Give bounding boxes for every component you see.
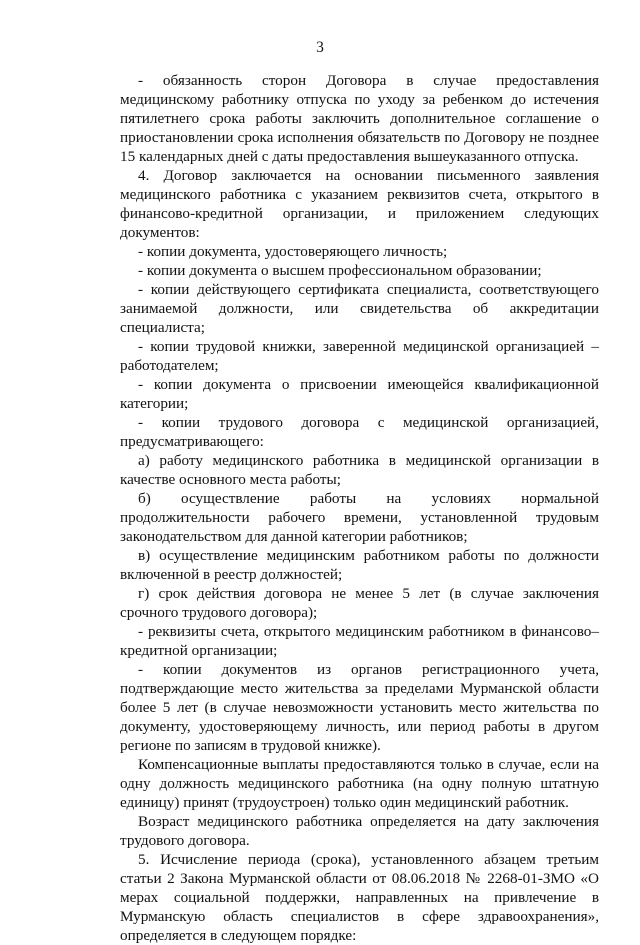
list-item-qualification: - копии документа о присвоении имеющейся квалификационной категории; [120, 376, 599, 412]
subitem-g: г) срок действия договора не менее 5 лет (в случае заключения срочного трудового договора); [120, 585, 599, 621]
list-item-identity-doc: - копии документа, удостоверяющего личность; [138, 243, 448, 260]
paragraph-age: Возраст медицинского работника определяется на дату заключения трудового договора. [120, 813, 599, 849]
list-item-account-details: - реквизиты счета, открытого медицинским работником в финансово–кредитной организации; [120, 623, 599, 659]
list-item-registration-docs: - копии документов из органов регистрационного учета, подтверждающие место жительства за пределами Мурманской области более 5 лет (в случае невозможности установить место жительства по документу, удостоверяющему личность, или период работы в другом регионе по записям в трудовой книжке). [120, 661, 599, 754]
subitem-v: в) осуществление медицинским работником работы по должности включенной в реестр должностей; [120, 547, 599, 583]
paragraph-obligation-leave: - обязанность сторон Договора в случае предоставления медицинскому работнику отпуска по уходу за ребенком до истечения пятилетнего срока работы заключить дополнительное соглашение о приостановлении срока исполнения обязательств по Договору не позднее 15 календарных дней с даты предоставления вышеуказанного отпуска. [120, 72, 599, 165]
list-item-education-doc: - копии документа о высшем профессиональном образовании; [138, 262, 542, 279]
list-item-labor-contract: - копии трудового договора с медицинской организацией, предусматривающего: [120, 414, 599, 450]
paragraph-compensation: Компенсационные выплаты предоставляются только в случае, если на одну должность медицинского работника (на одну полную штатную единицу) принят (трудоустроен) только один медицинский работник. [120, 756, 599, 811]
subitem-b: б) осуществление работы на условиях нормальной продолжительности рабочего времени, установленной трудовым законодательством для данной категории работников; [120, 490, 599, 545]
list-item-work-book: - копии трудовой книжки, заверенной медицинской организацией – работодателем; [120, 338, 599, 374]
paragraph-clause-5: 5. Исчисление периода (срока), установленного абзацем третьим статьи 2 Закона Мурманской области от 08.06.2018 № 2268-01-ЗМО «О мерах социальной поддержки, направленных на привлечение в Мурманскую область специалистов в сфере здравоохранения», определяется в следующем порядке: [120, 851, 599, 944]
subitem-a: а) работу медицинского работника в медицинской организации в качестве основного места работы; [120, 452, 599, 488]
paragraph-clause-4: 4. Договор заключается на основании письменного заявления медицинского работника с указанием реквизитов счета, открытого в финансово-кредитной организации, и приложением следующих документов: [120, 167, 599, 241]
document-body [120, 71, 599, 945]
list-item-certificate: - копии действующего сертификата специалиста, соответствующего занимаемой должности, или свидетельства об аккредитации специалиста; [120, 281, 599, 336]
page-number: 3 [316, 39, 324, 56]
